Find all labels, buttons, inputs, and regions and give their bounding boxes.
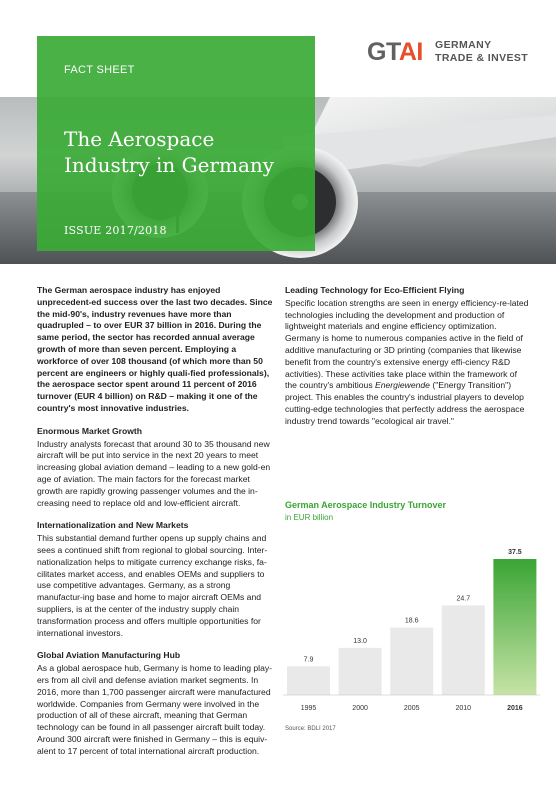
- turnover-bar-chart: [280, 535, 540, 735]
- bar-2016: [493, 559, 536, 695]
- section-heading-manufacturing-hub: Global Aviation Manufacturing Hub: [37, 650, 181, 661]
- chart-source: Source: BDLI 2017: [285, 726, 336, 732]
- category-label-2005: 2005: [403, 705, 420, 712]
- title-panel: [37, 36, 315, 251]
- value-label-2005: 18.6: [404, 617, 419, 625]
- bar-1995: [287, 666, 330, 695]
- right-column: [285, 285, 530, 439]
- category-label-2000: 2000: [352, 705, 368, 712]
- section-body-internationalization: This substantial demand further opens up supply chains and sees a continued shift from regional to global sourcing. Inter-nationalization helps to mitigate currency exchange risks, fa-cilitates market access, and enables OEMs and suppliers to use competitive advantages. Germany, as a strong manufactur-ing base and home to major aircraft OEMs and suppliers, is at the center of the industry supply chain transformation process and offers multiple opportunities for international investors.: [37, 533, 268, 638]
- section-heading-eco-flying: Leading Technology for Eco-Efficient Flying: [285, 285, 465, 295]
- value-label-1995: 7.9: [303, 656, 314, 664]
- bar-2010: [442, 605, 485, 695]
- value-label-2010: 24.7: [456, 595, 471, 603]
- value-label-2016: 37.5: [508, 549, 522, 556]
- gtai-logo-tagline: GERMANY TRADE & INVEST: [435, 39, 529, 64]
- energiewende-term: Energiewende: [375, 380, 430, 391]
- section-heading-internationalization: Internationalization and New Markets: [37, 520, 189, 531]
- left-column: [37, 285, 274, 768]
- gtai-logo-mark: GTAI: [367, 38, 423, 66]
- section-body-market-growth: Industry analysts forecast that around 30 to 35 thousand new aircraft will be put into service in the next 20 years to meet increasing global aviation demand – leading to a new gold-en age of aviation. The main factors for the forecast market growth are rapidly growing passenger volumes and the in-creasing need to replace old and low-efficient aircraft.: [37, 438, 271, 508]
- document-type-label: FACT SHEET: [64, 64, 135, 76]
- lead-paragraph: The German aerospace industry has enjoyed unprecedent-ed success over the last two decades. Since the mid-90's, industry revenues have more than quadrupled – to over EUR 37 billion in 2016. During the same period, the sector has recorded annual average growth of more than seven percent. Employing a workforce of over 108 thousand (of which more than 50 percent are engineers or highly quali-fied professionals), the aerospace sector spent around 11 percent of 2016 turnover (EUR 4 billion) on R&D – making it one of the country's most innovative industries.: [37, 285, 273, 413]
- category-label-1995: 1995: [300, 705, 317, 712]
- section-body-eco-flying: Specific location strengths are seen in energy efficiency-re-lated technologies including the development and production of lightweight materials and engine efficiency optimization. Germany is home to numerous companies active in the field of additive manufacturing or 3D printing (companies that likewise benefit from the country's extensive energy effi-ciency R&D activities). These activities take place within the framework of the country's ambitious Energiewende ("Energy Transition") project. This enables the country's industrial players to develop cutting-edge technologies that perfectly address the aerospace industry trend towards "ecological air travel.": [285, 297, 529, 426]
- bar-2005: [390, 628, 433, 695]
- section-heading-market-growth: Enormous Market Growth: [37, 425, 143, 436]
- gtai-logo: [367, 38, 537, 68]
- category-label-2016: 2016: [507, 705, 523, 712]
- issue-label: ISSUE 2017/2018: [64, 224, 167, 237]
- value-label-2000: 13.0: [353, 637, 367, 645]
- page-title: The Aerospace Industry in Germany: [64, 127, 275, 177]
- section-body-manufacturing-hub: As a global aerospace hub, Germany is home to leading play-ers from all civil and defense aviation market segments. In 2016, more than 1,700 passenger aircraft were manufactured worldwide. Companies from Germany were involved in the production of all of these aircraft, meaning that German technology can be found in all passenger aircraft built today. Around 300 aircraft were finished in Germany – this is equiv-alent to 17 percent of total international aircraft production.: [37, 663, 273, 756]
- bar-2000: [339, 648, 382, 695]
- chart-title: German Aerospace Industry Turnover: [285, 500, 447, 510]
- chart-subtitle: in EUR billion: [285, 513, 334, 522]
- category-label-2010: 2010: [455, 705, 472, 712]
